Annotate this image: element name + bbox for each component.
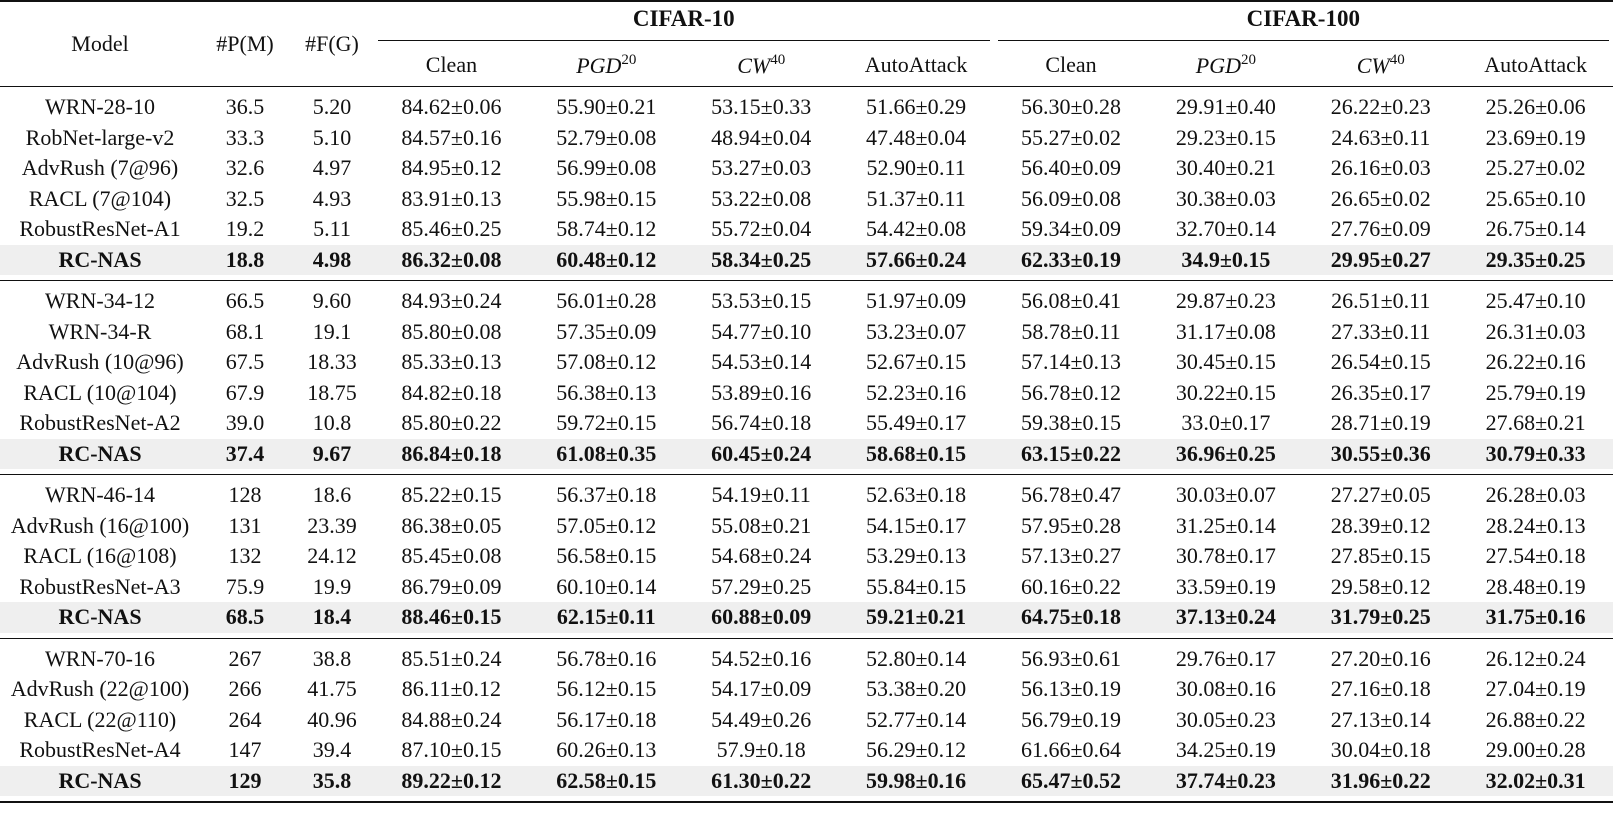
table-cell: 54.77±0.10	[711, 318, 812, 344]
table-cell: 4.98	[290, 245, 374, 276]
table-row-best	[0, 439, 1613, 470]
table-cell: 30.03±0.07	[1175, 482, 1276, 508]
model-name-cell: RobustResNet-A1	[19, 216, 181, 242]
table-cell: 32.6	[225, 155, 265, 181]
header-pgd-10-base: PGD	[576, 52, 622, 78]
table-row	[0, 92, 1613, 123]
model-name-cell: RACL (10@104)	[23, 379, 177, 405]
table-cell: 53.22±0.08	[711, 185, 812, 211]
table-cell: 86.84±0.18	[374, 439, 529, 470]
table-cell: 67.5	[225, 349, 265, 375]
header-cw-10-sup: 40	[770, 51, 786, 68]
table-cell: 57.66±0.24	[839, 245, 994, 276]
table-cell: 32.02±0.31	[1458, 766, 1613, 797]
table-cell: 30.38±0.03	[1175, 185, 1276, 211]
table-cell: 18.6	[312, 482, 352, 508]
table-cell: 33.0±0.17	[1181, 410, 1271, 436]
table-cell: 29.76±0.17	[1175, 645, 1276, 671]
table-row-best	[0, 766, 1613, 797]
table-cell: 54.52±0.16	[711, 645, 812, 671]
table-header	[0, 1, 1613, 87]
table-cell: 26.12±0.24	[1485, 645, 1586, 671]
table-cell: 27.16±0.18	[1330, 676, 1431, 702]
table-cell: 51.37±0.11	[866, 185, 966, 211]
table-row-best	[0, 602, 1613, 633]
table-cell: 30.22±0.15	[1175, 379, 1276, 405]
model-name-cell: RC-NAS	[0, 766, 200, 797]
table-cell: 26.65±0.02	[1330, 185, 1431, 211]
table-cell: 52.67±0.15	[866, 349, 967, 375]
table-cell: 68.1	[225, 318, 265, 344]
table-cell: 27.54±0.18	[1485, 543, 1586, 569]
table-cell: 30.05±0.23	[1175, 706, 1276, 732]
table-cell: 34.9±0.15	[1148, 245, 1303, 276]
table-cell: 54.42±0.08	[866, 216, 967, 242]
table-cell: 55.84±0.15	[866, 573, 967, 599]
table-cell: 18.8	[200, 245, 290, 276]
table-cell: 23.39	[307, 512, 357, 538]
table-cell: 58.74±0.12	[556, 216, 657, 242]
table-cell: 52.90±0.11	[866, 155, 966, 181]
table-row	[0, 317, 1613, 348]
table-cell: 59.72±0.15	[556, 410, 657, 436]
model-name-cell: RACL (16@108)	[23, 543, 177, 569]
table-cell: 24.63±0.11	[1331, 124, 1431, 150]
header-cw-100-sup: 40	[1389, 51, 1405, 68]
table-cell: 62.58±0.15	[529, 766, 684, 797]
group-gap	[0, 796, 1613, 802]
table-cell: 27.13±0.14	[1330, 706, 1431, 732]
table-row-best	[0, 245, 1613, 276]
table-cell: 25.26±0.06	[1485, 94, 1586, 120]
table-cell: 27.04±0.19	[1485, 676, 1586, 702]
table-cell: 28.48±0.19	[1485, 573, 1586, 599]
table-cell: 28.71±0.19	[1330, 410, 1431, 436]
table-row	[0, 541, 1613, 572]
table-row	[0, 480, 1613, 511]
table-cell: 56.17±0.18	[556, 706, 657, 732]
table-cell: 4.93	[312, 185, 352, 211]
header-pgd-100	[1148, 44, 1303, 87]
table-cell: 53.27±0.03	[711, 155, 812, 181]
table-cell: 27.27±0.05	[1330, 482, 1431, 508]
table-cell: 61.30±0.22	[684, 766, 839, 797]
table-row	[0, 408, 1613, 439]
table-cell: 62.15±0.11	[529, 602, 684, 633]
table-cell: 36.96±0.25	[1148, 439, 1303, 470]
table-cell: 33.59±0.19	[1175, 573, 1276, 599]
header-params: #P(M)	[216, 31, 274, 56]
table-cell: 39.0	[225, 410, 265, 436]
table-cell: 54.19±0.11	[711, 482, 811, 508]
table-cell: 53.29±0.13	[866, 543, 967, 569]
table-cell: 52.80±0.14	[866, 645, 967, 671]
header-autoattack-100: AutoAttack	[1484, 52, 1587, 77]
header-pgd-10-sup: 20	[621, 51, 637, 68]
table-cell: 39.4	[312, 737, 352, 763]
table-cell: 60.45±0.24	[684, 439, 839, 470]
table-cell: 85.51±0.24	[401, 645, 502, 671]
table-cell: 51.66±0.29	[866, 94, 967, 120]
table-cell: 57.14±0.13	[1020, 349, 1122, 375]
table-cell: 29.58±0.12	[1330, 573, 1431, 599]
model-name-cell: RC-NAS	[0, 602, 200, 633]
table-cell: 56.99±0.08	[556, 155, 657, 181]
table-cell: 55.49±0.17	[866, 410, 967, 436]
table-cell: 56.78±0.47	[1020, 482, 1122, 508]
table-cell: 54.15±0.17	[866, 512, 967, 538]
table-row	[0, 705, 1613, 736]
table-cell: 61.66±0.64	[1020, 737, 1122, 763]
model-name-cell: RACL (22@110)	[23, 706, 177, 732]
table-cell: 36.5	[225, 94, 265, 120]
table-cell: 85.80±0.08	[401, 318, 502, 344]
table-cell: 52.77±0.14	[866, 706, 967, 732]
table-cell: 27.33±0.11	[1331, 318, 1431, 344]
table-cell: 30.55±0.36	[1303, 439, 1458, 470]
table-cell: 57.05±0.12	[556, 512, 657, 538]
table-cell: 56.79±0.19	[1020, 706, 1122, 732]
table-cell: 30.45±0.15	[1175, 349, 1276, 375]
table-cell: 52.23±0.16	[866, 379, 967, 405]
header-group-cifar10-label: CIFAR-10	[378, 6, 990, 41]
table-cell: 24.12	[307, 543, 357, 569]
table-cell: 56.37±0.18	[556, 482, 657, 508]
table-cell: 57.13±0.27	[1020, 543, 1122, 569]
table-cell: 33.3	[225, 124, 265, 150]
table-cell: 84.82±0.18	[401, 379, 502, 405]
table-cell: 26.31±0.03	[1485, 318, 1586, 344]
table-cell: 55.08±0.21	[711, 512, 812, 538]
model-name-cell: RACL (7@104)	[28, 185, 172, 211]
table-cell: 83.91±0.13	[401, 185, 502, 211]
header-model: Model	[71, 31, 129, 56]
table-cell: 26.54±0.15	[1330, 349, 1431, 375]
table-cell: 132	[228, 543, 262, 569]
model-name-cell: RobustResNet-A4	[19, 737, 181, 763]
table-cell: 85.46±0.25	[401, 216, 502, 242]
table-cell: 18.75	[307, 379, 357, 405]
table-cell: 32.70±0.14	[1175, 216, 1276, 242]
table-cell: 59.38±0.15	[1020, 410, 1122, 436]
header-autoattack-10: AutoAttack	[864, 52, 968, 77]
table-cell: 60.88±0.09	[684, 602, 839, 633]
table-row	[0, 674, 1613, 705]
table-cell: 26.88±0.22	[1485, 706, 1586, 732]
header-clean-10: Clean	[425, 52, 478, 77]
table-cell: 26.28±0.03	[1485, 482, 1586, 508]
table-cell: 29.87±0.23	[1175, 288, 1276, 314]
table-cell: 56.29±0.12	[866, 737, 967, 763]
table-cell: 55.72±0.04	[711, 216, 812, 242]
header-group-cifar10	[374, 1, 994, 44]
table-cell: 267	[228, 645, 262, 671]
table-cell: 60.16±0.22	[1020, 573, 1122, 599]
table-cell: 27.68±0.21	[1485, 410, 1586, 436]
table-cell: 58.68±0.15	[839, 439, 994, 470]
table-cell: 86.79±0.09	[401, 573, 502, 599]
table-cell: 31.79±0.25	[1303, 602, 1458, 633]
table-cell: 57.95±0.28	[1020, 512, 1122, 538]
header-flops: #F(G)	[305, 31, 359, 56]
table-cell: 31.75±0.16	[1458, 602, 1613, 633]
model-name-cell: RobNet-large-v2	[25, 124, 175, 150]
table-cell: 61.08±0.35	[529, 439, 684, 470]
table-row	[0, 511, 1613, 542]
table-cell: 53.38±0.20	[866, 676, 967, 702]
table-cell: 56.12±0.15	[556, 676, 657, 702]
header-cw-10	[684, 44, 839, 87]
table-cell: 60.26±0.13	[556, 737, 657, 763]
table-cell: 52.63±0.18	[866, 482, 967, 508]
table-cell: 27.20±0.16	[1330, 645, 1431, 671]
table-cell: 26.22±0.16	[1485, 349, 1586, 375]
table-cell: 55.27±0.02	[1020, 124, 1122, 150]
table-cell: 30.78±0.17	[1175, 543, 1276, 569]
table-row	[0, 735, 1613, 766]
table-cell: 25.65±0.10	[1485, 185, 1586, 211]
table-cell: 56.38±0.13	[556, 379, 657, 405]
table-cell: 56.74±0.18	[711, 410, 812, 436]
table-cell: 41.75	[307, 676, 357, 702]
table-cell: 56.09±0.08	[1020, 185, 1122, 211]
table-cell: 64.75±0.18	[994, 602, 1149, 633]
table-cell: 31.25±0.14	[1175, 512, 1276, 538]
table-cell: 84.93±0.24	[401, 288, 502, 314]
table-cell: 65.47±0.52	[994, 766, 1149, 797]
table-row	[0, 644, 1613, 675]
table-cell: 56.08±0.41	[1020, 288, 1122, 314]
table-cell: 31.96±0.22	[1303, 766, 1458, 797]
table-cell: 37.13±0.24	[1148, 602, 1303, 633]
table-cell: 26.22±0.23	[1330, 94, 1431, 120]
table-cell: 54.68±0.24	[711, 543, 812, 569]
table-cell: 9.60	[312, 288, 352, 314]
table-cell: 37.4	[200, 439, 290, 470]
table-cell: 47.48±0.04	[866, 124, 967, 150]
table-cell: 129	[200, 766, 290, 797]
table-row	[0, 153, 1613, 184]
table-cell: 25.47±0.10	[1485, 288, 1586, 314]
table-cell: 59.98±0.16	[839, 766, 994, 797]
header-cw-100	[1303, 44, 1458, 87]
table-cell: 57.9±0.18	[716, 737, 806, 763]
table-cell: 55.90±0.21	[556, 94, 657, 120]
table-row	[0, 286, 1613, 317]
table-cell: 26.51±0.11	[1331, 288, 1431, 314]
table-cell: 38.8	[312, 645, 352, 671]
table-cell: 5.11	[313, 216, 351, 242]
table-row	[0, 378, 1613, 409]
table-cell: 28.39±0.12	[1330, 512, 1431, 538]
table-cell: 56.93±0.61	[1020, 645, 1122, 671]
table-cell: 128	[228, 482, 262, 508]
table-cell: 85.22±0.15	[401, 482, 502, 508]
table-cell: 56.58±0.15	[556, 543, 657, 569]
table-cell: 19.1	[312, 318, 352, 344]
table-cell: 85.33±0.13	[401, 349, 502, 375]
table-cell: 29.35±0.25	[1458, 245, 1613, 276]
table-cell: 30.08±0.16	[1175, 676, 1276, 702]
table-cell: 53.89±0.16	[711, 379, 812, 405]
table-cell: 10.8	[312, 410, 352, 436]
group-gap-cell	[0, 796, 1613, 802]
table-cell: 266	[228, 676, 262, 702]
table-cell: 52.79±0.08	[556, 124, 657, 150]
table-cell: 57.35±0.09	[556, 318, 657, 344]
table-cell: 40.96	[307, 706, 357, 732]
table-cell: 25.79±0.19	[1485, 379, 1586, 405]
table-cell: 56.01±0.28	[556, 288, 657, 314]
model-name-cell: WRN-34-12	[45, 288, 155, 314]
table-cell: 60.48±0.12	[529, 245, 684, 276]
model-name-cell: AdvRush (16@100)	[10, 512, 190, 538]
table-cell: 58.78±0.11	[1021, 318, 1121, 344]
table-cell: 9.67	[290, 439, 374, 470]
table-cell: 60.10±0.14	[556, 573, 657, 599]
table-row	[0, 123, 1613, 154]
table-cell: 85.80±0.22	[401, 410, 502, 436]
table-cell: 63.15±0.22	[994, 439, 1149, 470]
header-cw-10-base: CW	[737, 52, 771, 78]
table-cell: 147	[228, 737, 262, 763]
header-pgd-10	[529, 44, 684, 87]
table-body	[0, 87, 1613, 803]
table-row	[0, 214, 1613, 245]
table-cell: 57.29±0.25	[711, 573, 812, 599]
table-cell: 53.53±0.15	[711, 288, 812, 314]
table-cell: 54.53±0.14	[711, 349, 812, 375]
table-cell: 32.5	[225, 185, 265, 211]
table-cell: 25.27±0.02	[1485, 155, 1586, 181]
header-cw-100-base: CW	[1356, 52, 1390, 78]
table-cell: 29.95±0.27	[1303, 245, 1458, 276]
table-cell: 55.98±0.15	[556, 185, 657, 211]
table-cell: 37.74±0.23	[1148, 766, 1303, 797]
table-cell: 58.34±0.25	[684, 245, 839, 276]
table-cell: 31.17±0.08	[1175, 318, 1276, 344]
model-name-cell: WRN-46-14	[45, 482, 155, 508]
table-cell: 59.21±0.21	[839, 602, 994, 633]
header-pgd-100-base: PGD	[1195, 52, 1241, 78]
table-cell: 30.79±0.33	[1458, 439, 1613, 470]
table-cell: 26.16±0.03	[1330, 155, 1431, 181]
table-cell: 84.88±0.24	[401, 706, 502, 732]
table-cell: 26.35±0.17	[1330, 379, 1431, 405]
table-cell: 5.10	[312, 124, 352, 150]
table-row	[0, 184, 1613, 215]
table-cell: 88.46±0.15	[374, 602, 529, 633]
model-name-cell: WRN-34-R	[48, 318, 152, 344]
table-cell: 86.11±0.12	[401, 676, 502, 702]
table-cell: 27.76±0.09	[1330, 216, 1431, 242]
table-cell: 67.9	[225, 379, 265, 405]
table-cell: 68.5	[200, 602, 290, 633]
table-cell: 34.25±0.19	[1175, 737, 1276, 763]
table-cell: 84.95±0.12	[401, 155, 502, 181]
table-cell: 29.23±0.15	[1175, 124, 1276, 150]
table-cell: 86.32±0.08	[374, 245, 529, 276]
table-cell: 75.9	[225, 573, 265, 599]
table-cell: 51.97±0.09	[866, 288, 967, 314]
table-cell: 89.22±0.12	[374, 766, 529, 797]
table-cell: 84.62±0.06	[401, 94, 502, 120]
model-name-cell: WRN-70-16	[45, 645, 155, 671]
model-name-cell: AdvRush (10@96)	[16, 349, 184, 375]
table-cell: 54.49±0.26	[711, 706, 812, 732]
table-cell: 264	[228, 706, 262, 732]
table-cell: 5.20	[312, 94, 352, 120]
table-cell: 48.94±0.04	[711, 124, 812, 150]
table-cell: 18.4	[290, 602, 374, 633]
model-name-cell: RC-NAS	[0, 439, 200, 470]
table-cell: 29.00±0.28	[1485, 737, 1586, 763]
table-cell: 54.17±0.09	[711, 676, 812, 702]
table-cell: 57.08±0.12	[556, 349, 657, 375]
table-cell: 53.23±0.07	[866, 318, 967, 344]
table-cell: 87.10±0.15	[401, 737, 502, 763]
model-name-cell: RobustResNet-A3	[19, 573, 181, 599]
table-cell: 35.8	[290, 766, 374, 797]
header-pgd-100-sup: 20	[1240, 51, 1256, 68]
model-name-cell: AdvRush (7@96)	[21, 155, 179, 181]
table-cell: 56.78±0.12	[1020, 379, 1122, 405]
table-cell: 56.40±0.09	[1020, 155, 1122, 181]
header-clean-100: Clean	[1045, 52, 1097, 77]
table-cell: 4.97	[312, 155, 352, 181]
table-cell: 131	[228, 512, 262, 538]
header-group-cifar100	[994, 1, 1613, 44]
header-group-cifar100-label: CIFAR-100	[998, 6, 1610, 41]
table-cell: 19.9	[312, 573, 352, 599]
model-name-cell: RobustResNet-A2	[19, 410, 181, 436]
table-cell: 56.78±0.16	[556, 645, 657, 671]
table-cell: 66.5	[225, 288, 265, 314]
table-cell: 19.2	[225, 216, 265, 242]
table-cell: 26.75±0.14	[1485, 216, 1586, 242]
table-cell: 84.57±0.16	[401, 124, 502, 150]
table-cell: 23.69±0.19	[1485, 124, 1586, 150]
table-cell: 30.40±0.21	[1175, 155, 1276, 181]
table-row	[0, 572, 1613, 603]
model-name-cell: RC-NAS	[0, 245, 200, 276]
table-row	[0, 347, 1613, 378]
table-cell: 59.34±0.09	[1020, 216, 1122, 242]
table-cell: 30.04±0.18	[1330, 737, 1431, 763]
model-name-cell: WRN-28-10	[45, 94, 155, 120]
table-cell: 29.91±0.40	[1175, 94, 1276, 120]
table-cell: 18.33	[307, 349, 357, 375]
table-cell: 27.85±0.15	[1330, 543, 1431, 569]
table-cell: 86.38±0.05	[401, 512, 502, 538]
table-cell: 85.45±0.08	[401, 543, 502, 569]
table-cell: 56.30±0.28	[1020, 94, 1122, 120]
table-cell: 28.24±0.13	[1485, 512, 1586, 538]
model-name-cell: AdvRush (22@100)	[10, 676, 190, 702]
table-cell: 56.13±0.19	[1020, 676, 1122, 702]
table-cell: 53.15±0.33	[711, 94, 812, 120]
table-cell: 62.33±0.19	[994, 245, 1149, 276]
